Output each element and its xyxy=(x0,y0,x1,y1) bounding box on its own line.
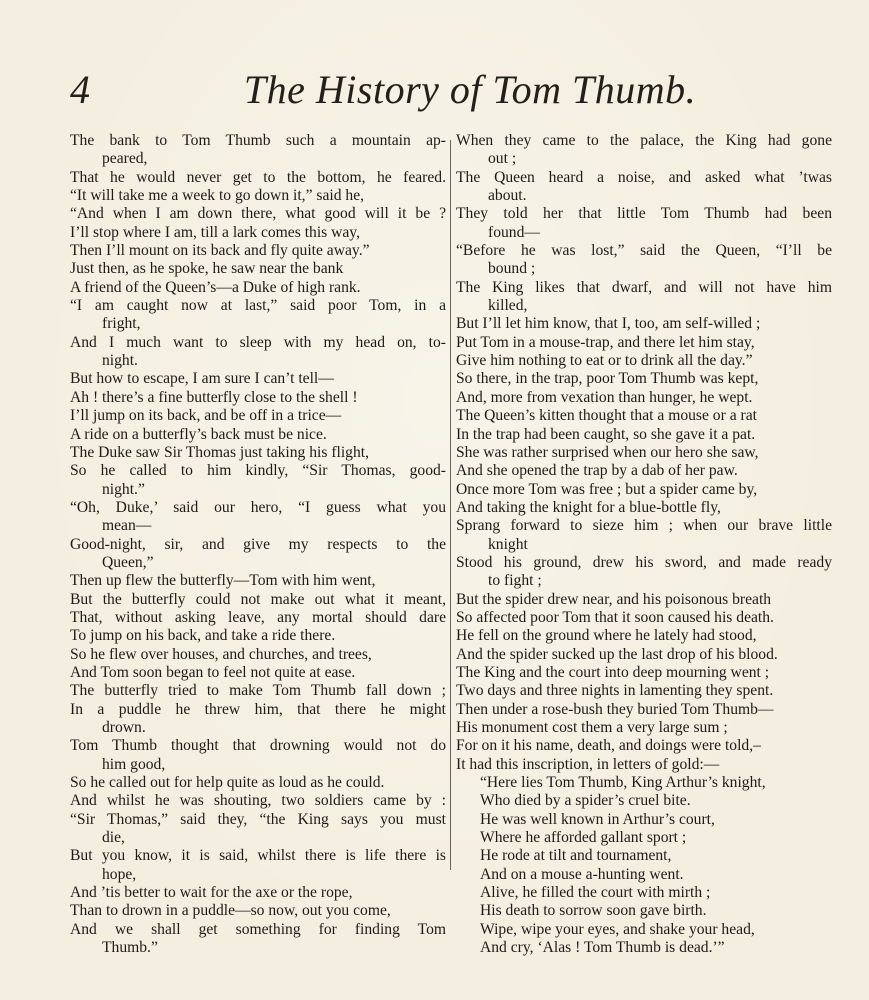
text-line: When they came to the palace, the King had gone xyxy=(456,132,832,149)
text-line: He was well known in Arthur’s court, xyxy=(480,810,715,828)
text-line: Tom Thumb thought that drowning would not do xyxy=(70,737,446,755)
text-line: “Before he was lost,” said the Queen, “I’ll be xyxy=(456,242,832,260)
text-line: So he called out for help quite as loud as he could. xyxy=(70,774,385,792)
text-line: And Tom soon began to feel not quite at ease. xyxy=(70,663,356,681)
text-line: The King and the court into deep mourning went ; xyxy=(456,663,770,681)
text-line: knight xyxy=(488,535,528,553)
left-column xyxy=(70,132,446,957)
text-line: die, xyxy=(102,829,125,847)
text-line: killed, xyxy=(488,297,528,315)
text-line: Queen,” xyxy=(102,553,154,571)
text-line: Stood his ground, drew his sword, and made ready xyxy=(456,553,832,571)
text-line: Than to drown in a puddle—so now, out you come, xyxy=(70,902,391,920)
right-column xyxy=(456,132,832,957)
text-line: drown. xyxy=(102,719,146,736)
text-line: peared, xyxy=(102,150,148,168)
text-line: His death to sorrow soon gave birth. xyxy=(480,902,707,920)
text-line: him good, xyxy=(102,755,166,773)
text-line: So he flew over houses, and churches, and trees, xyxy=(70,645,372,663)
text-line: But you know, it is said, whilst there is life there is xyxy=(70,847,446,865)
text-line: Who died by a spider’s cruel bite. xyxy=(480,792,691,810)
page-title: The History of Tom Thumb. xyxy=(243,67,697,112)
page-header xyxy=(60,66,840,116)
text-line: For on it his name, death, and doings were told,– xyxy=(456,737,761,755)
text-line: mean— xyxy=(102,517,152,535)
text-line: In a puddle he threw him, that there he might xyxy=(70,700,446,718)
text-line: And cry, ‘Alas ! Tom Thumb is dead.’” xyxy=(480,939,725,957)
text-line: But the spider drew near, and his poisonous breath xyxy=(456,590,772,608)
text-line: A friend of the Queen’s—a Duke of high rank. xyxy=(70,278,361,296)
text-line: The Queen heard a noise, and asked what ’twas xyxy=(456,168,832,186)
text-line: Then under a rose-bush they buried Tom Thumb— xyxy=(456,700,774,718)
text-line: The King likes that dwarf, and will not have him xyxy=(456,278,832,296)
text-line: Alive, he filled the court with mirth ; xyxy=(480,884,711,902)
text-line: And she opened the trap by a dab of her paw. xyxy=(456,462,738,480)
text-line: The bank to Tom Thumb such a mountain ap- xyxy=(70,132,446,149)
text-line: “Here lies Tom Thumb, King Arthur’s knight, xyxy=(480,774,766,792)
text-line: He rode at tilt and tournament, xyxy=(480,847,672,865)
text-line: “Sir Thomas,” said they, “the King says you must xyxy=(70,810,446,828)
text-line: Thumb.” xyxy=(102,939,158,957)
text-line: to fight ; xyxy=(488,572,542,590)
text-line: That he would never get to the bottom, he feared. xyxy=(70,168,446,186)
text-line: about. xyxy=(488,187,527,205)
text-line: He fell on the ground where he lately had stood, xyxy=(456,627,757,645)
text-line: found— xyxy=(488,223,540,241)
text-line: fright, xyxy=(102,315,141,333)
text-line: I’ll stop where I am, till a lark comes this way, xyxy=(70,223,360,241)
text-line: The butterfly tried to make Tom Thumb fall down ; xyxy=(70,682,446,700)
text-line: “And when I am down there, what good will it be ? xyxy=(70,205,446,223)
text-line: hope, xyxy=(102,865,137,883)
text-line: And taking the knight for a blue-bottle fly, xyxy=(456,498,721,516)
text-line: Sprang forward to sieze him ; when our brave little xyxy=(456,517,832,535)
text-line: Then I’ll mount on its back and fly quite away.” xyxy=(70,242,370,260)
text-line: Put Tom in a mouse-trap, and there let him stay, xyxy=(456,333,755,351)
text-line: And I much want to sleep with my head on, to- xyxy=(70,333,446,351)
text-line: So he called to him kindly, “Sir Thomas, good- xyxy=(70,462,446,480)
text-line: Good-night, sir, and give my respects to the xyxy=(70,535,446,553)
text-line: Give him nothing to eat or to drink all the day.” xyxy=(456,352,753,370)
text-line: They told her that little Tom Thumb had been xyxy=(456,205,832,223)
text-line: “I am caught now at last,” said poor Tom, in a xyxy=(70,297,446,315)
page-number: 4 xyxy=(70,67,90,112)
text-line: But how to escape, I am sure I can’t tell— xyxy=(70,370,334,388)
text-line: night. xyxy=(102,352,138,370)
text-line: His monument cost them a very large sum ; xyxy=(456,719,728,736)
text-line: That, without asking leave, any mortal should dare xyxy=(70,608,446,626)
text-line: “It will take me a week to go down it,” said he, xyxy=(70,187,365,205)
text-line: And on a mouse a-hunting went. xyxy=(480,865,684,883)
text-line: bound ; xyxy=(488,260,536,278)
text-line: In the trap had been caught, so she gave it a pat. xyxy=(456,425,756,443)
text-line: “Oh, Duke,’ said our hero, “I guess what you xyxy=(70,498,446,516)
text-line: A ride on a butterfly’s back must be nice. xyxy=(70,425,327,443)
text-line: Ah ! there’s a fine butterfly close to the shell ! xyxy=(70,388,358,406)
text-line: night.” xyxy=(102,480,145,498)
text-line: And we shall get something for finding Tom xyxy=(70,920,446,938)
text-line: Two days and three nights in lamenting they spent. xyxy=(456,682,774,700)
text-line: out ; xyxy=(488,150,517,168)
text-line: Once more Tom was free ; but a spider came by, xyxy=(456,480,758,498)
text-line: The Duke saw Sir Thomas just taking his flight, xyxy=(70,443,369,461)
text-line: Where he afforded gallant sport ; xyxy=(480,829,687,847)
text-line: So there, in the trap, poor Tom Thumb was kept, xyxy=(456,370,759,388)
text-line: Just then, as he spoke, he saw near the bank xyxy=(70,260,344,278)
text-line: The Queen’s kitten thought that a mouse or a rat xyxy=(456,407,757,425)
column-divider xyxy=(450,140,451,870)
text-line: Wipe, wipe your eyes, and shake your head, xyxy=(480,920,755,938)
text-line: I’ll jump on its back, and be off in a trice— xyxy=(70,407,342,425)
text-line: But I’ll let him know, that I, too, am self-willed ; xyxy=(456,315,761,333)
text-line: And ’tis better to wait for the axe or the rope, xyxy=(70,884,353,902)
text-line: She was rather surprised when our hero she saw, xyxy=(456,443,759,461)
text-line: And the spider sucked up the last drop of his blood. xyxy=(456,645,778,663)
text-line: And whilst he was shouting, two soldiers came by : xyxy=(70,792,446,810)
text-line: It had this inscription, in letters of gold:— xyxy=(456,755,720,773)
text-line: So affected poor Tom that it soon caused his death. xyxy=(456,608,774,626)
text-line: Then up flew the butterfly—Tom with him went, xyxy=(70,572,376,590)
text-line: And, more from vexation than hunger, he wept. xyxy=(456,388,753,406)
text-line: But the butterfly could not make out what it meant, xyxy=(70,590,446,608)
text-line: To jump on his back, and take a ride there. xyxy=(70,627,336,645)
